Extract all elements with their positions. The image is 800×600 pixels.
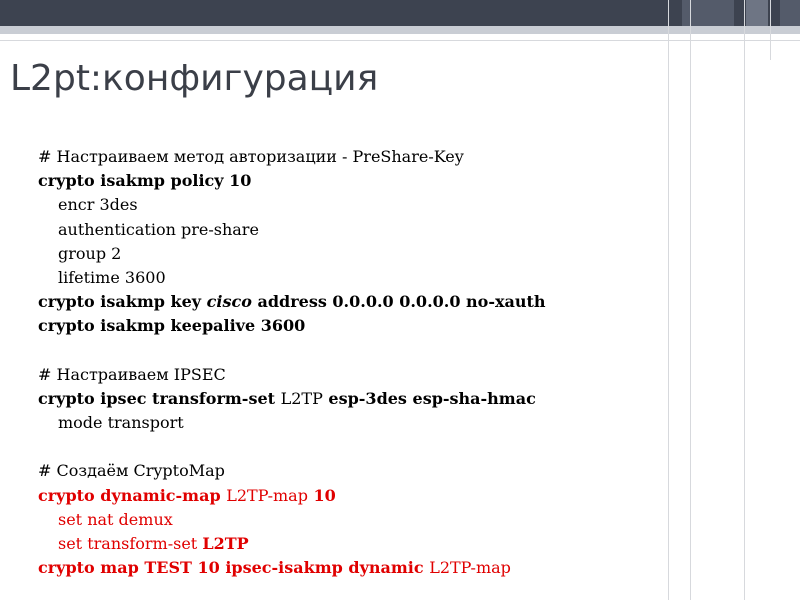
config-line: encr 3des [58, 195, 138, 215]
config-line: group 2 [58, 243, 122, 263]
config-text: L2TP [202, 534, 249, 553]
config-line [38, 387, 778, 411]
config-text: crypto isakmp key [38, 292, 207, 312]
config-line [38, 556, 778, 580]
config-key-name: cisco [206, 292, 252, 312]
config-text: 10 [307, 485, 336, 505]
config-text: L2TP-map [429, 558, 511, 578]
config-listing [38, 145, 778, 580]
config-text: L2TP-map [226, 485, 308, 505]
blank-line [38, 435, 778, 459]
config-line [38, 484, 778, 508]
comment-line: # Создаём CryptoMap [38, 461, 225, 481]
config-text: address 0.0.0.0 0.0.0.0 no-xauth [251, 292, 546, 312]
config-text: L2TP [280, 388, 323, 408]
decor-line [770, 0, 771, 60]
config-line [38, 532, 778, 556]
blank-line [38, 339, 778, 363]
comment-line: # Настраиваем IPSEC [38, 364, 226, 384]
top-decor-bar [0, 0, 800, 26]
config-text: esp-3des esp-sha-hmac [322, 388, 536, 408]
config-line [38, 290, 778, 314]
config-text: crypto ipsec transform-set [38, 388, 281, 408]
config-line: crypto isakmp keepalive 3600 [38, 316, 306, 336]
decor-line [0, 40, 800, 41]
config-line: crypto isakmp policy 10 [38, 171, 252, 191]
comment-line: # Настраиваем метод авторизации - PreShare-Key [38, 147, 464, 166]
config-line: set nat demux [58, 509, 173, 529]
top-decor-block [746, 0, 768, 26]
top-decor-block [780, 0, 800, 26]
config-line: lifetime 3600 [58, 267, 166, 287]
config-line: authentication pre-share [58, 219, 259, 239]
config-text: crypto dynamic-map [38, 485, 227, 505]
config-line: mode transport [58, 413, 184, 433]
config-text: set transform-set [58, 534, 203, 553]
top-decor-strip [0, 26, 800, 34]
config-text: crypto map TEST 10 ipsec-isakmp dynamic [38, 558, 430, 578]
slide-title: L2pt:конфигурация [10, 58, 379, 99]
